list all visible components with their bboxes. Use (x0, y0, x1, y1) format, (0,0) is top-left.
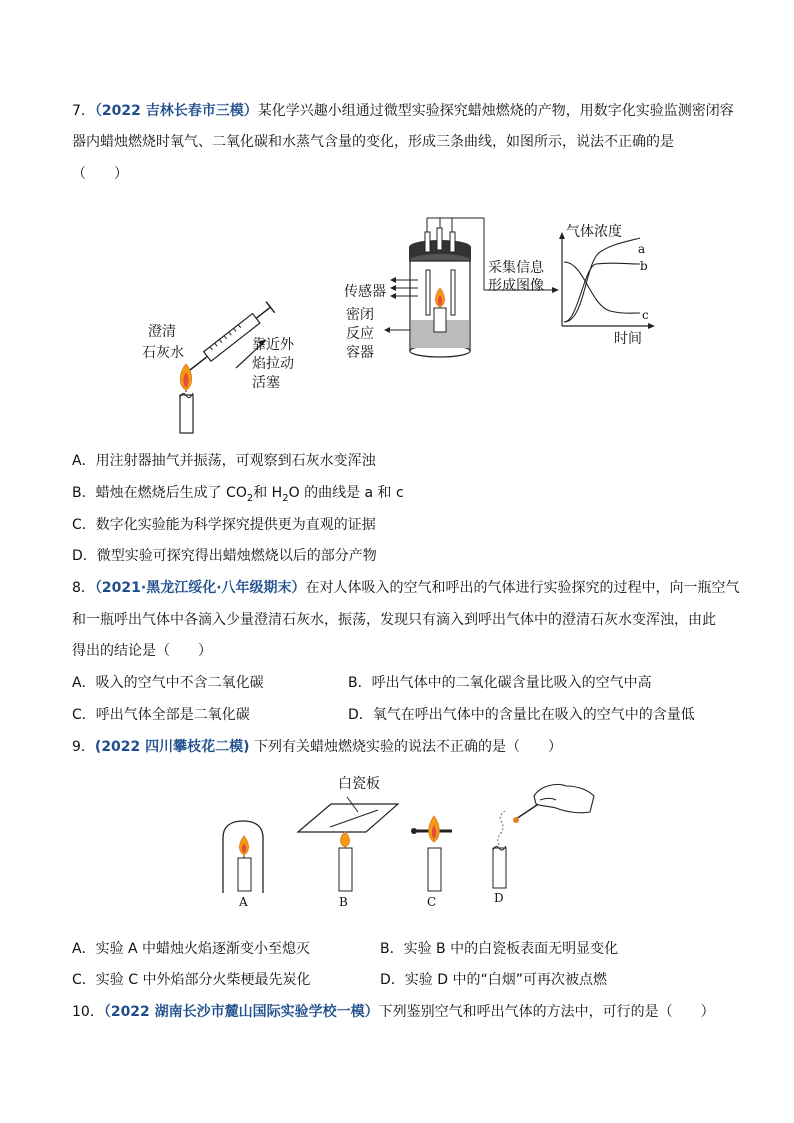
curve-a-label: a (638, 242, 646, 256)
q7-answer-blank: （ ） (72, 166, 128, 182)
q7-number: 7． (72, 103, 95, 119)
q9-option-d: D．实验 D 中的“白烟”可再次被点燃 (380, 972, 607, 988)
label-plate: 白瓷板 (338, 776, 380, 792)
label-exp-a: A (239, 895, 248, 909)
q8-number: 8． (72, 580, 95, 596)
q8-option-b: B．呼出气体中的二氧化碳含量比吸入的空气中高 (348, 675, 652, 691)
label-pull-1: 靠近外 (252, 337, 294, 353)
q9-stem-text: 下列有关蜡烛燃烧实验的说法不正确的是（ ） (254, 739, 563, 755)
label-container-3: 容器 (346, 345, 374, 361)
label-collect-2: 形成图像 (488, 278, 544, 294)
q9-option-b: B．实验 B 中的白瓷板表面无明显变化 (380, 941, 619, 957)
concentration-graph (559, 223, 655, 347)
curve-c-label: c (642, 308, 649, 322)
q7-option-b-pre: B．蜡烛在燃烧后生成了 CO (72, 485, 247, 501)
q7-option-b-sub2: 2 (282, 492, 289, 504)
label-collect-1: 采集信息 (488, 260, 544, 276)
q7-stem-text1: 某化学兴趣小组通过微型实验探究蜡烛燃烧的产物，用数字化实验监测密闭容 (257, 103, 734, 119)
label-lime-water-1: 澄清 (148, 324, 176, 340)
q7-option-b-sub1: 2 (246, 492, 254, 504)
q9-figure (223, 775, 594, 909)
q7-option-a: A．用注射器抽气并振荡，可观察到石灰水变浑浊 (72, 453, 376, 469)
label-lime-water-2: 石灰水 (142, 345, 184, 361)
label-pull-2: 焰拉动 (252, 356, 294, 372)
q10-number: 10． (72, 1004, 104, 1020)
x-axis-label: 时间 (614, 331, 642, 347)
q9-source: (2022 四川攀枝花二模) (94, 739, 250, 755)
sealed-container-diagram (344, 218, 559, 361)
q8-option-a: A．吸入的空气中不含二氧化碳 (72, 675, 264, 691)
label-exp-d: D (494, 891, 504, 905)
q9-number: 9． (72, 739, 95, 755)
q9-stem (72, 737, 562, 757)
syringe-candle-diagram (142, 302, 295, 433)
label-exp-b: B (339, 895, 348, 909)
q8-source: （2021·黑龙江绥化·八年级期末） (94, 580, 306, 596)
q9-option-a: A．实验 A 中蜡烛火焰逐渐变小至熄灭 (72, 941, 311, 957)
porcelain-plate (298, 804, 398, 832)
q8-option-c: C．呼出气体全部是二氧化碳 (72, 707, 250, 723)
label-container-1: 密闭 (346, 307, 374, 323)
label-exp-c: C (427, 895, 437, 909)
q9-option-c: C．实验 C 中外焰部分火柴梗最先炭化 (72, 972, 311, 988)
q7-option-c: C．数字化实验能为科学探究提供更为直观的证据 (72, 517, 376, 533)
q7-option-b-mid: 和 H (253, 485, 283, 501)
q8-stem-line2: 和一瓶呼出气体中各滴入少量澄清石灰水，振荡，发现只有滴入到呼出气体中的澄清石灰水变浑浊，由此 (72, 612, 716, 628)
q10-stem-text: 下列鉴别空气和呼出气体的方法中，可行的是（ ） (378, 1004, 715, 1020)
q7-option-d: D．微型实验可探究得出蜡烛燃烧以后的部分产物 (72, 548, 377, 564)
curve-c (564, 262, 640, 313)
q10-source: （2022 湖南长沙市麓山国际实验学校一模） (103, 1004, 379, 1020)
q8-stem-line3: 得出的结论是（ ） (72, 643, 212, 659)
q8-stem-line1 (72, 578, 740, 598)
y-axis-label: 气体浓度 (566, 224, 622, 240)
curve-b-label: b (640, 259, 648, 273)
label-container-2: 反应 (346, 326, 374, 342)
q8-stem-text1: 在对人体吸入的空气和呼出的气体进行实验探究的过程中，向一瓶空气 (305, 580, 740, 596)
q8-option-d: D．氧气在呼出气体中的含量比在吸入的空气中的含量低 (348, 707, 695, 723)
q7-stem-line2: 器内蜡烛燃烧时氧气、二氧化碳和水蒸气含量的变化，形成三条曲线，如图所示，说法不正确的是 (72, 134, 674, 150)
q7-option-b-post: O 的曲线是 a 和 c (288, 485, 404, 501)
q7-source: （2022 吉林长春市三模） (94, 103, 258, 119)
label-pull-3: 活塞 (252, 375, 280, 391)
inner-candle (434, 308, 446, 332)
candle-body (180, 395, 193, 433)
label-sensor: 传感器 (344, 284, 386, 300)
q10-stem (72, 1002, 715, 1022)
q7-option-b (72, 483, 404, 509)
